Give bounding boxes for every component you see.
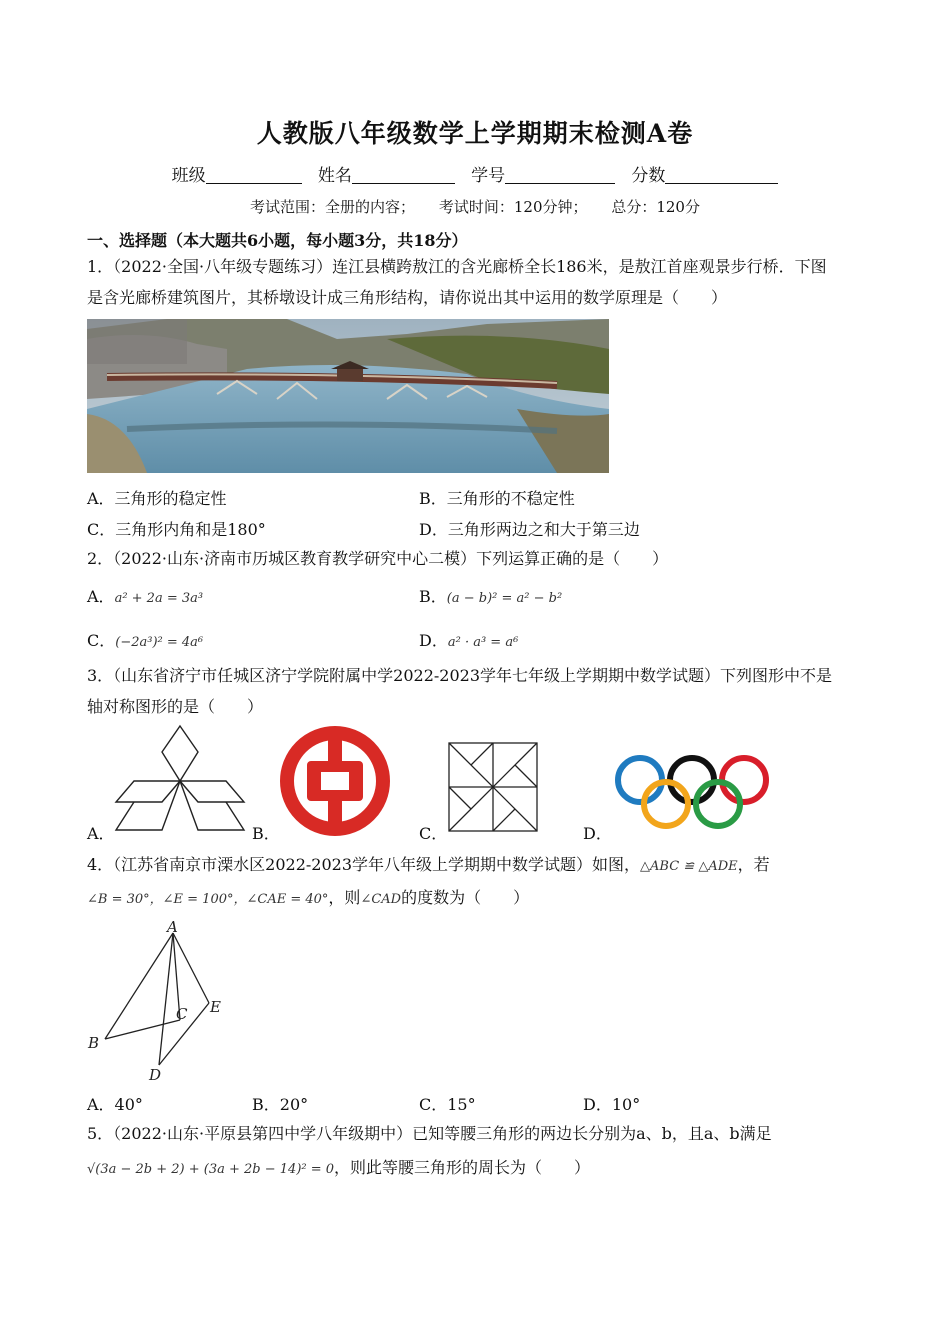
vertex-label-e: E bbox=[210, 998, 221, 1016]
q2-c-label: C． bbox=[87, 631, 116, 650]
q2-b-expr: (a − b)² = a² − b² bbox=[446, 591, 563, 606]
q3-figure-a bbox=[114, 724, 246, 838]
bridge-photo bbox=[87, 319, 609, 473]
q4-line1 bbox=[87, 849, 867, 882]
q1-option-d[interactable]: D．三角形两边之和大于第三边 bbox=[419, 520, 640, 539]
q3-option-a[interactable]: A． bbox=[87, 824, 115, 843]
exam-total: 总分：120分 bbox=[611, 198, 700, 216]
number-blank[interactable] bbox=[505, 165, 615, 184]
q1-option-b[interactable]: B．三角形的不稳定性 bbox=[419, 489, 575, 508]
q2-d-expr: a² · a³ = a⁶ bbox=[447, 635, 519, 650]
q4-line1-suffix: ，若 bbox=[737, 855, 770, 874]
student-info-row bbox=[0, 161, 950, 186]
score-blank[interactable] bbox=[665, 165, 778, 184]
q4-line1-text: 4．（江苏省南京市溧水区2022-2023学年八年级上学期期中数学试题）如图， bbox=[87, 855, 641, 874]
section-heading: 一、选择题（本大题共6小题，每小题3分，共18分） bbox=[87, 231, 468, 250]
number-label: 学号 bbox=[471, 166, 506, 186]
vertex-label-b: B bbox=[88, 1034, 100, 1052]
q4-line2-suffix: 的度数为（ ） bbox=[401, 888, 530, 907]
q4-line2 bbox=[87, 882, 867, 915]
q2-option-b[interactable] bbox=[419, 584, 562, 607]
q2-d-label: D． bbox=[419, 631, 448, 650]
q2-option-c[interactable] bbox=[87, 628, 203, 651]
q3-line2: 轴对称图形的是（ ） bbox=[87, 697, 264, 716]
q4-target-angle: ∠CAD bbox=[360, 892, 402, 907]
q3-line1: 3．（山东省济宁市任城区济宁学院附属中学2022-2023学年七年级上学期期中数学试题）下列图形中不是 bbox=[87, 666, 833, 685]
q4-option-c[interactable]: C．15° bbox=[419, 1095, 476, 1114]
exam-meta bbox=[0, 196, 950, 217]
q3-figure-b bbox=[279, 725, 391, 841]
vertex-label-c: C bbox=[176, 1005, 188, 1023]
q3-figure-c bbox=[447, 741, 539, 837]
page-title: 人教版八年级数学上学期期末检测A卷 bbox=[256, 119, 694, 148]
q5-line1: 5．（2022·山东·平原县第四中学八年级期中）已知等腰三角形的两边长分别为a、b，且a、b满足 bbox=[87, 1124, 772, 1143]
exam-range: 考试范围：全册的内容； bbox=[250, 198, 416, 216]
q5-line2 bbox=[87, 1152, 867, 1185]
q3-option-c[interactable]: C． bbox=[419, 824, 448, 843]
q4-option-a[interactable]: A．40° bbox=[87, 1095, 143, 1114]
vertex-label-d: D bbox=[149, 1066, 162, 1084]
exam-time: 考试时间：120分钟； bbox=[438, 198, 588, 216]
q2-c-expr: (−2a³)² = 4a⁶ bbox=[115, 635, 204, 650]
vertex-label-a: A bbox=[167, 918, 178, 936]
q4-congruence-expr: △ABC ≌ △ADE bbox=[640, 859, 738, 874]
score-label: 分数 bbox=[631, 166, 666, 186]
q5-equation: √(3a − 2b + 2) + (3a + 2b − 14)² = 0 bbox=[87, 1162, 335, 1177]
q1-line1: 1．（2022·全国·八年级专题练习）连江县横跨敖江的含光廊桥全长186米，是敖江首座观景步行桥．下图 bbox=[87, 257, 827, 276]
q2-line1: 2．（2022·山东·济南市历城区教育教学研究中心二模）下列运算正确的是（ ） bbox=[87, 549, 669, 568]
q4-angles-expr: ∠B = 30°，∠E = 100°，∠CAE = 40° bbox=[87, 892, 329, 907]
q2-option-a[interactable] bbox=[87, 584, 203, 607]
name-blank[interactable] bbox=[352, 165, 455, 184]
q4-line2-text: ，则 bbox=[328, 888, 361, 907]
q4-option-d[interactable]: D．10° bbox=[583, 1095, 641, 1114]
class-blank[interactable] bbox=[206, 165, 302, 184]
q2-a-label: A． bbox=[87, 587, 115, 606]
name-label: 姓名 bbox=[317, 166, 352, 186]
q4-triangle-figure bbox=[85, 915, 235, 1089]
q1-line2: 是含光廊桥建筑图片，其桥墩设计成三角形结构，请你说出其中运用的数学原理是（ ） bbox=[87, 288, 728, 307]
q3-option-b[interactable]: B． bbox=[252, 824, 280, 843]
q1-option-c[interactable]: C．三角形内角和是180° bbox=[87, 520, 266, 539]
q2-a-expr: a² + 2a = 3a³ bbox=[114, 591, 204, 606]
q2-option-d[interactable] bbox=[419, 628, 518, 651]
q4-option-b[interactable]: B．20° bbox=[252, 1095, 309, 1114]
q1-option-a[interactable]: A．三角形的稳定性 bbox=[87, 489, 227, 508]
q2-b-label: B． bbox=[419, 587, 447, 606]
q5-line2-text: ，则此等腰三角形的周长为（ ） bbox=[334, 1158, 591, 1177]
class-label: 班级 bbox=[171, 166, 206, 186]
q3-option-d[interactable]: D． bbox=[583, 824, 612, 843]
q3-figure-d bbox=[612, 754, 772, 836]
